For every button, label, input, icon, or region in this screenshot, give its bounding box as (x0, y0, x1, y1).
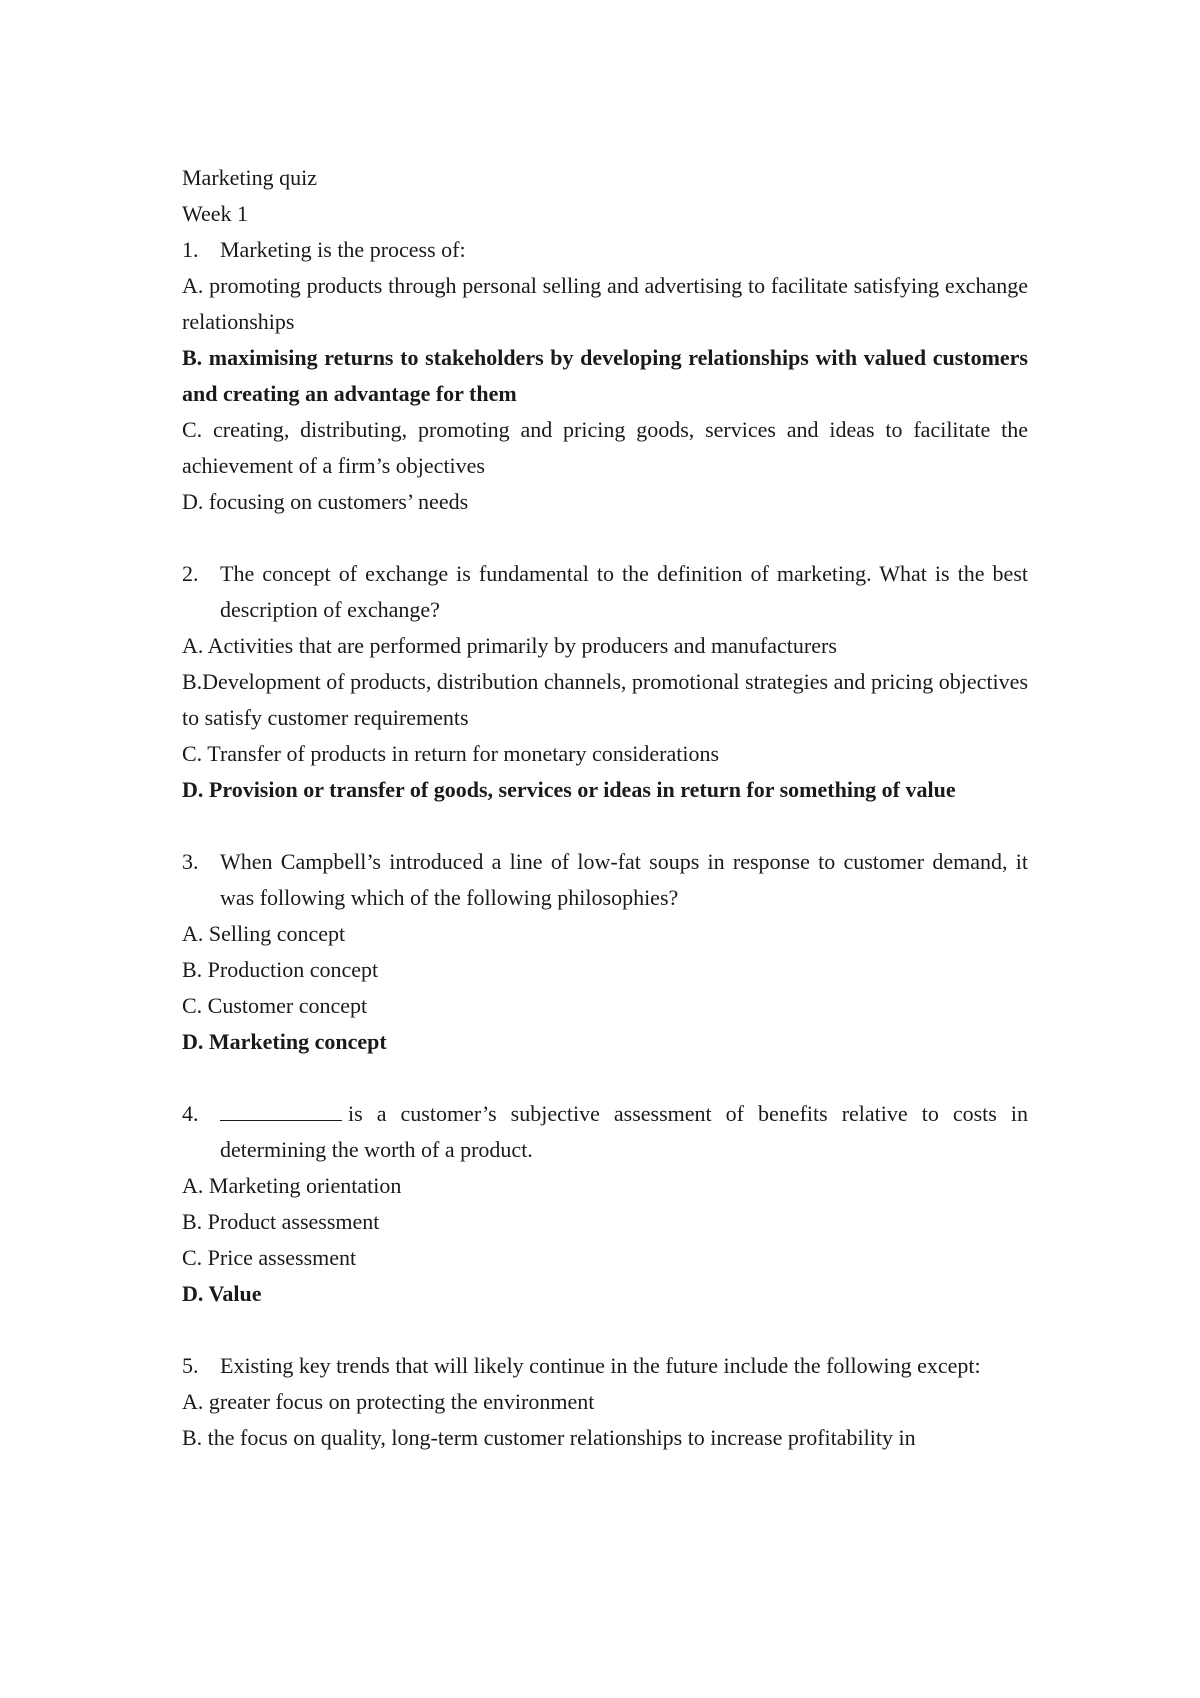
question-5-stem (182, 1348, 1028, 1384)
document-subtitle: Week 1 (182, 201, 249, 226)
question-text: The concept of exchange is fundamental to the definition of marketing. What is the best description of exchange? (220, 561, 1028, 622)
question-number: 2. (182, 561, 199, 586)
question-number: 3. (182, 849, 199, 874)
document-page (182, 160, 1028, 1456)
option-b: B.Development of products, distribution channels, promotional strategies and pricing objectives to satisfy customer requirements (182, 669, 1028, 730)
question-text: Marketing is the process of: (220, 237, 466, 262)
question-number: 1. (182, 237, 199, 262)
option-a: A. Activities that are performed primarily by producers and manufacturers (182, 633, 837, 658)
option-c: C. Customer concept (182, 993, 368, 1018)
question-4 (182, 1096, 1028, 1312)
option-d-correct: D. Value (182, 1281, 262, 1306)
question-text-wrapper (220, 1096, 1028, 1168)
option-c: C. Transfer of products in return for monetary considerations (182, 741, 720, 766)
option-a: A. promoting products through personal selling and advertising to facilitate satisfying exchange relationships (182, 273, 1028, 334)
question-3 (182, 844, 1028, 1060)
option-a: A. greater focus on protecting the environment (182, 1389, 595, 1414)
fill-in-blank (220, 1098, 342, 1121)
document-title: Marketing quiz (182, 165, 318, 190)
option-d: D. focusing on customers’ needs (182, 489, 469, 514)
question-3-stem (182, 844, 1028, 916)
option-a: A. Marketing orientation (182, 1173, 402, 1198)
question-2-stem (182, 556, 1028, 628)
option-c: C. Price assessment (182, 1245, 357, 1270)
option-b-correct: B. maximising returns to stakeholders by developing relationships with valued customers and creating an advantage for them (182, 345, 1028, 406)
question-text: When Campbell’s introduced a line of low-fat soups in response to customer demand, it was following which of the following philosophies? (220, 849, 1028, 910)
option-b: B. the focus on quality, long-term customer relationships to increase profitability in (182, 1425, 916, 1450)
question-number: 4. (182, 1101, 199, 1126)
option-b: B. Product assessment (182, 1209, 380, 1234)
question-2 (182, 556, 1028, 808)
option-d-correct: D. Marketing concept (182, 1029, 387, 1054)
question-text: is a customer’s subjective assessment of benefits relative to costs in determining the worth of a product. (220, 1101, 1028, 1162)
option-a: A. Selling concept (182, 921, 346, 946)
question-4-stem (182, 1096, 1028, 1168)
option-c: C. creating, distributing, promoting and pricing goods, services and ideas to facilitate the achievement of a firm’s objectives (182, 417, 1028, 478)
question-1-stem (182, 232, 1028, 268)
option-b: B. Production concept (182, 957, 379, 982)
option-d-correct: D. Provision or transfer of goods, services or ideas in return for something of value (182, 777, 956, 802)
question-text: Existing key trends that will likely continue in the future include the following except: (220, 1353, 981, 1378)
question-5 (182, 1348, 1028, 1456)
question-1 (182, 232, 1028, 520)
question-number: 5. (182, 1353, 199, 1378)
